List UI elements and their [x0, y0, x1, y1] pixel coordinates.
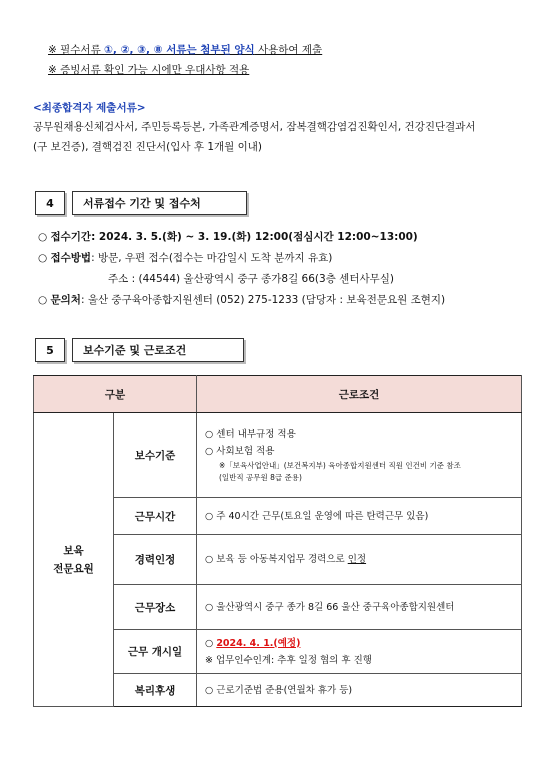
- start-note: ※ 업무인수인계: 추후 일정 협의 후 진행: [205, 654, 372, 666]
- contact-label: 문의처: [50, 294, 81, 306]
- header-conditions: 근로조건: [197, 376, 522, 413]
- place-value: ○ 울산광역시 중구 종가 8길 66 울산 중구육아종합지원센터: [197, 585, 522, 630]
- period-label: 접수기간: [50, 231, 92, 243]
- contact-line: ○ 문의처: 울산 중구육아종합지원센터 (052) 275-1233 (담당자 : 보육전문요원 조현지): [38, 294, 446, 306]
- required-docs-note: [48, 42, 322, 57]
- method-label: 접수방법: [50, 252, 92, 264]
- address-line: 주소 : (44544) 울산광역시 중구 종가8길 66(3층 센터사무실): [108, 273, 394, 285]
- method-value: : 방문, 우편 접수(접수는 마감일시 도착 분까지 유효): [91, 252, 333, 264]
- header-category: 구분: [34, 376, 197, 413]
- note-suffix: 사용하여 제출: [254, 44, 323, 56]
- category-cell: 보육 전문요원: [34, 413, 114, 707]
- career-label: 경력인정: [114, 535, 197, 585]
- start-cell: [197, 630, 522, 674]
- method-line: ○ 접수방법: 방문, 우편 접수(접수는 마감일시 도착 분까지 유효): [38, 252, 333, 264]
- pay-line2: ○ 사회보험 적용: [205, 446, 275, 457]
- hours-label: 근무시간: [114, 498, 197, 535]
- welfare-value: ○ 근로기준법 준용(연월차 휴가 등): [197, 674, 522, 707]
- note-prefix: ※ 필수서류: [48, 44, 105, 56]
- section-5-title: 보수기준 및 근로조건: [72, 338, 244, 362]
- pay-note1: ※「보육사업안내」(보건복지부) 육아종합지원센터 직원 인건비 기준 참조: [219, 461, 461, 470]
- start-label: 근무 개시일: [114, 630, 197, 674]
- pay-cell: [197, 413, 522, 498]
- period-line: ○ 접수기간: 2024. 3. 5.(화) ~ 3. 19.(화) 12:00(점심시간 12:00~13:00): [38, 231, 418, 243]
- section-4-title: 서류접수 기간 및 접수처: [72, 191, 247, 215]
- table-row: [34, 413, 522, 498]
- conditions-table: [33, 375, 522, 707]
- preference-note: ※ 증빙서류 확인 가능 시에만 우대사항 적용: [48, 64, 250, 76]
- pay-label: 보수기준: [114, 413, 197, 498]
- final-docs-title: <최종합격자 제출서류>: [33, 102, 146, 114]
- career-cell: [197, 535, 522, 585]
- period-value: : 2024. 3. 5.(화) ~ 3. 19.(화) 12:00(점심시간 12:00~13:00): [91, 231, 418, 243]
- career-value: ○ 보육 등 아동복지업무 경력으로: [205, 554, 348, 565]
- welfare-label: 복리후생: [114, 674, 197, 707]
- career-value-underlined: 인정: [347, 554, 367, 565]
- note-highlight: ①, ②, ③, ⑧ 서류는 첨부된 양식: [104, 44, 255, 56]
- table-header-row: [34, 376, 522, 413]
- contact-value: : 울산 중구육아종합지원센터 (052) 275-1233 (담당자 : 보육전문요원 조현지): [80, 294, 446, 306]
- start-prefix: ○: [205, 637, 217, 649]
- section-4-number: 4: [35, 191, 65, 215]
- hours-value: ○ 주 40시간 근무(토요일 운영에 따른 탄력근무 있음): [197, 498, 522, 535]
- final-docs-line2: (구 보건증), 결핵검진 진단서(입사 후 1개월 이내): [33, 141, 263, 153]
- final-docs-line1: 공무원채용신체검사서, 주민등록등본, 가족관계증명서, 잠복결핵감염검진확인서, 건강진단결과서: [33, 121, 476, 133]
- section-5-number: 5: [35, 338, 65, 362]
- place-label: 근무장소: [114, 585, 197, 630]
- pay-note2: (일반직 공무원 8급 준용): [219, 473, 302, 482]
- start-value: 2024. 4. 1.(예정): [216, 637, 301, 649]
- pay-line1: ○ 센터 내부규정 적용: [205, 429, 296, 440]
